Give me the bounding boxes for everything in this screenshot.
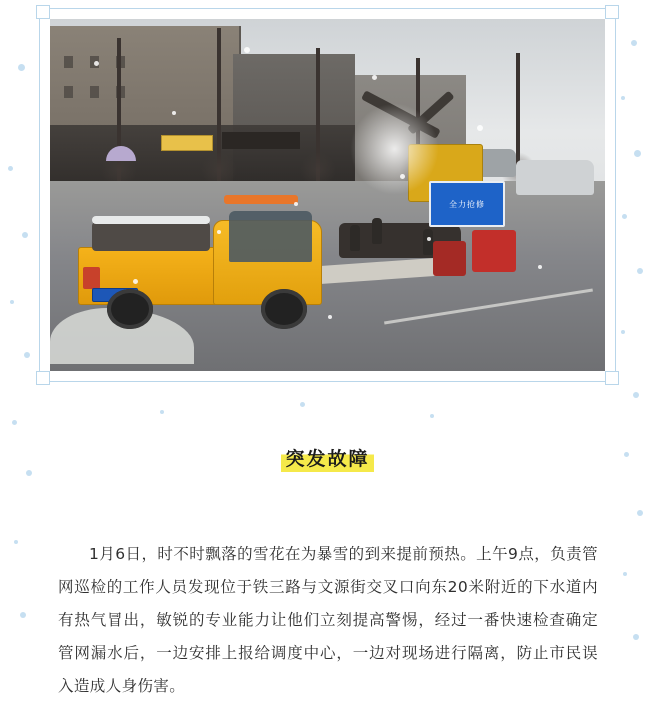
photo-worker [350,225,360,251]
decor-dot [621,96,625,100]
photo-worker [372,218,382,244]
decor-dot [637,510,643,516]
decor-dot [631,40,637,46]
photo-car [516,160,594,195]
frame-corner-icon [605,371,619,385]
decor-dot [300,402,305,407]
decor-dot [20,612,26,618]
decor-dot [24,352,30,358]
photo-warning-sign: 全力抢修 [429,181,505,227]
photo-worker [423,229,433,255]
decor-dot [12,420,17,425]
decor-dot [623,572,627,576]
photo-snowflake [477,125,483,131]
decor-dot [634,150,641,157]
frame-corner-icon [605,5,619,19]
decor-dot [160,410,164,414]
photo-snowflake [217,230,221,234]
photo-red-bag [433,241,466,276]
news-photo [50,19,605,371]
article-body: 1月6日，时不时飘落的雪花在为暴雪的到来提前预热。上午9点，负责管网巡检的工作人员发现位于铁三路与文源街交叉口向东20米附近的下水道内有热气冒出，敏锐的专业能力让他们立刻提高警惕，经过一番快速检查确定管网漏水后，一边安排上报给调度中心，一边对现场进行隔离，防止市民误入造成人身伤害。 [58,544,598,695]
photo-red-bag [472,230,516,272]
photo-snowflake [172,111,176,115]
decor-dot [14,540,18,544]
decor-dot [430,414,434,418]
photo-shop-sign-yellow [161,135,213,151]
decor-dot [633,634,639,640]
photo-pickup-truck [78,195,322,329]
decor-dot [8,166,13,171]
decor-dot [10,300,14,304]
photo-snowflake [400,174,405,179]
photo-shop-sign-dark [222,132,300,150]
decor-dot [637,268,643,274]
photo-tree [217,28,221,188]
decor-dot [621,330,625,334]
frame-corner-icon [36,371,50,385]
decor-dot [22,232,28,238]
photo-steam [350,103,439,195]
decor-dot [633,392,639,398]
decor-dot [622,214,627,219]
article-title-wrap [0,444,655,472]
frame-corner-icon [36,5,50,19]
photo-snowflake [328,315,332,319]
photo-frame [39,8,616,382]
article-title: 突发故障 [281,444,373,472]
photo-tree [316,48,320,188]
photo-tree [117,38,121,188]
decor-dot [18,64,25,71]
